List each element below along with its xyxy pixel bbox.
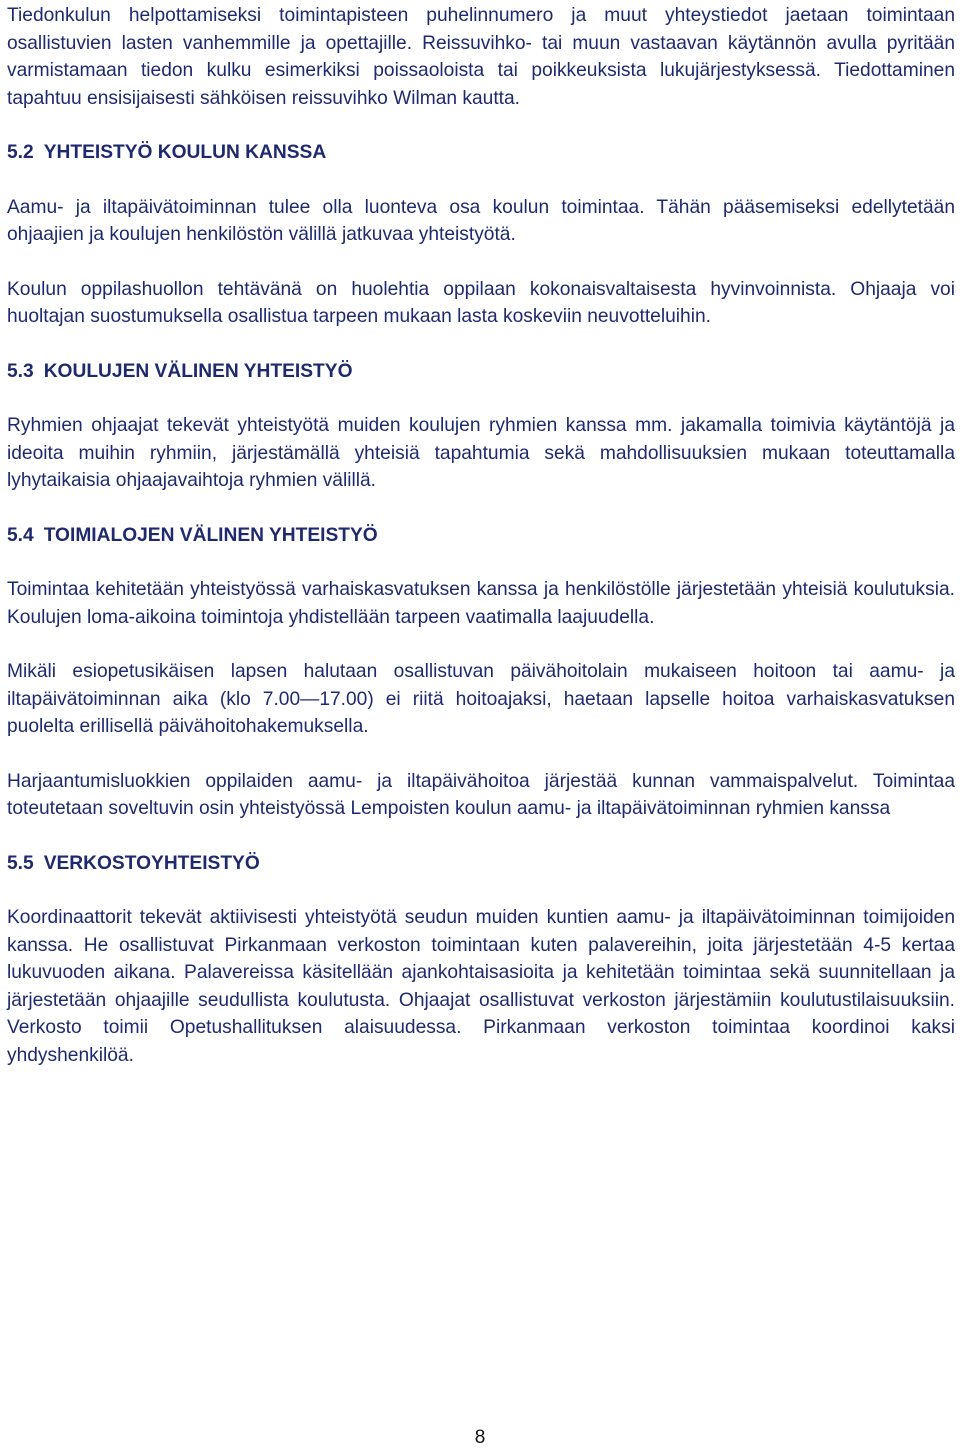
section-title: VERKOSTOYHTEISTYÖ <box>43 852 260 874</box>
paragraph: Aamu- ja iltapäivätoiminnan tulee olla luonteva osa koulun toimintaa. Tähän pääsemiseksi edellytetään ohjaajien ja koulujen henkilöstön välillä jatkuvaa yhteistyötä. <box>7 196 955 245</box>
section-title: TOIMIALOJEN VÄLINEN YHTEISTYÖ <box>43 524 378 546</box>
paragraph: Ryhmien ohjaajat tekevät yhteistyötä muiden koulujen ryhmien kanssa mm. jakamalla toimivia käytäntöjä ja ideoita muihin ryhmiin, järjestämällä yhteisiä tapahtumia sekä mahdollisuuksien mukaan toteuttamalla lyhytaikaisia ohjaajavaihtoja ryhmien välillä. <box>7 415 955 491</box>
section-number: 5.4 <box>7 524 34 546</box>
page-number: 8 <box>474 1427 486 1448</box>
section-title: KOULUJEN VÄLINEN YHTEISTYÖ <box>43 360 353 382</box>
section-number: 5.5 <box>7 852 34 874</box>
intro-paragraph: Tiedonkulun helpottamiseksi toimintapisteen puhelinnumero ja muut yhteystiedot jaetaan toimintaan osallistuvien lasten vanhemmille ja opettajille. Reissuvihko- tai muun vastaavan käytännön avulla pyritään varmistamaan tiedon kulku esimerkiksi poissaoloista tai poikkeuksista lukujärjestyksessä. Tiedottaminen tapahtuu ensisijaisesti sähköisen reissuvihko Wilman kautta. <box>7 5 955 109</box>
section-heading-5-4 <box>7 522 955 550</box>
section-number: 5.3 <box>7 360 34 382</box>
section-number: 5.2 <box>7 142 34 163</box>
section-heading-5-5 <box>7 850 955 878</box>
document-page <box>7 2 955 1069</box>
paragraph: Harjaantumisluokkien oppilaiden aamu- ja iltapäivähoitoa järjestää kunnan vammaispalvelut. Toimintaa toteutetaan soveltuvin osin yhteistyössä Lempoisten koulun aamu- ja iltapäivätoiminnan ryhmien kanssa <box>7 770 955 819</box>
section-heading-5-3 <box>7 358 955 386</box>
paragraph: Toimintaa kehitetään yhteistyössä varhaiskasvatuksen kanssa ja henkilöstölle järjestetään yhteisiä koulutuksia. Koulujen loma-aikoina toimintoja yhdistellään tarpeen vaatimalla laajuudella. <box>7 579 955 628</box>
section-title: YHTEISTYÖ KOULUN KANSSA <box>43 142 327 163</box>
paragraph: Mikäli esiopetusikäisen lapsen halutaan osallistuvan päivähoitolain mukaiseen hoitoon tai aamu- ja iltapäivätoiminnan aika (klo 7.00—17.00) ei riitä hoitoajaksi, haetaan lapselle hoitoa varhaiskasvatuksen puolelta erillisellä päivähoitohakemuksella. <box>7 661 955 737</box>
paragraph: Koordinaattorit tekevät aktiivisesti yhteistyötä seudun muiden kuntien aamu- ja iltapäivätoiminnan toimijoiden kanssa. He osallistuvat Pirkanmaan verkoston toimintaan kuten palavereihin, joita järjestetään 4-5 kertaa lukuvuoden aikana. Palavereissa käsitellään ajankohtaisasioita ja kehitetään toimintaa sekä suunnitellaan ja järjestetään ohjaajille seudullista koulutusta. Ohjaajat osallistuvat verkoston järjestämiin koulutustilaisuuksiin. Verkosto toimii Opetushallituksen alaisuudessa. Pirkanmaan verkoston toimintaa koordinoi kaksi yhdyshenkilöä. <box>7 907 955 1066</box>
paragraph: Koulun oppilashuollon tehtävänä on huolehtia oppilaan kokonaisvaltaisesta hyvinvoinnista. Ohjaaja voi huoltajan suostumuksella osallistua tarpeen mukaan lasta koskeviin neuvotteluihin. <box>7 278 955 327</box>
section-heading-5-2 <box>7 139 955 167</box>
